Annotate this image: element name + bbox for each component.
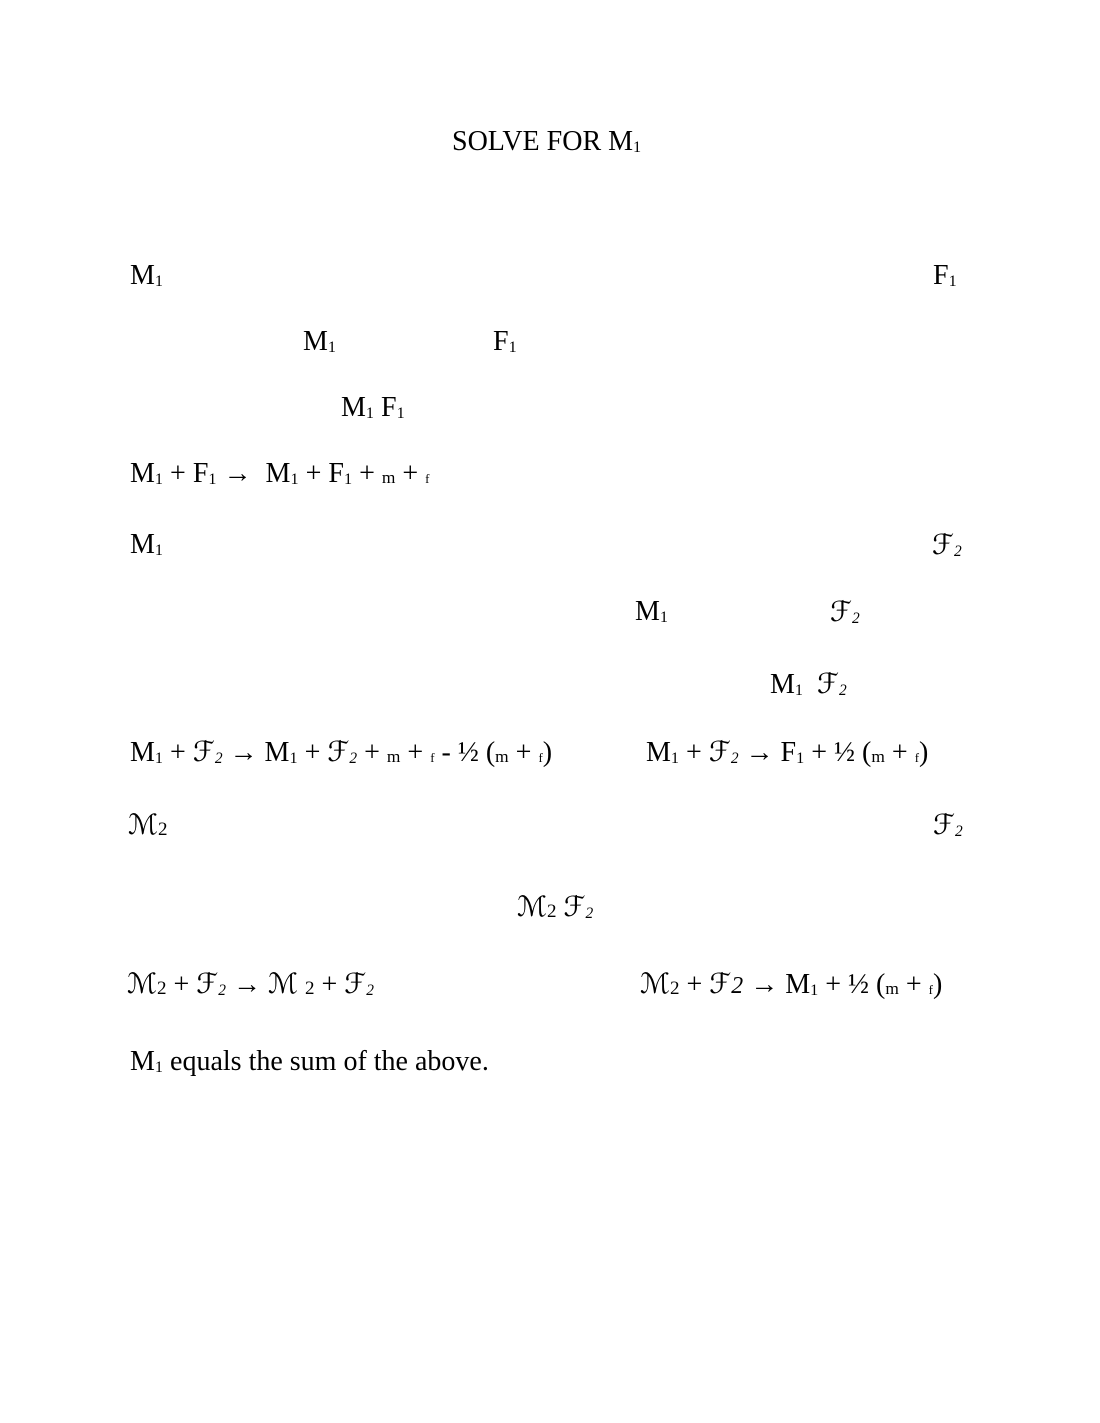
row8-equation-right: M1 + ℱ2 → F1 + ½ (m + f) bbox=[646, 735, 929, 768]
row6-f2-label: ℱ2 bbox=[830, 595, 860, 628]
row10-m2f2-label: ℳ2 ℱ2 bbox=[517, 890, 594, 923]
row11-equation-right: ℳ2 + ℱ2 → M1 + ½ (m + f) bbox=[640, 967, 943, 1000]
row1-f1-label: F1 bbox=[933, 260, 957, 291]
row5-m1-label: M1 bbox=[130, 529, 164, 560]
row9-m2-label: ℳ2 bbox=[128, 808, 168, 841]
conclusion-line: M1 equals the sum of the above. bbox=[130, 1046, 489, 1077]
row11-equation-left: ℳ2 + ℱ2 → ℳ 2 + ℱ2 bbox=[127, 967, 374, 1000]
row8-equation-left: M1 + ℱ2 → M1 + ℱ2 + m + f - ½ (m + f) bbox=[130, 735, 553, 768]
doc-title: SOLVE FOR M1 bbox=[452, 126, 642, 157]
row2-m1-label: M1 bbox=[303, 326, 337, 357]
row6-m1-label: M1 bbox=[635, 596, 669, 627]
row7-m1f2-label: M1 ℱ2 bbox=[770, 667, 847, 700]
row4-equation-m1f1: M1 + F1 → M1 + F1 + m + f bbox=[130, 458, 430, 489]
row5-f2-label: ℱ2 bbox=[932, 528, 962, 561]
row2-f1-label: F1 bbox=[493, 326, 517, 357]
row1-m1-label: M1 bbox=[130, 260, 164, 291]
row9-f2-label: ℱ2 bbox=[933, 808, 963, 841]
row3-m1f1-label: M1 F1 bbox=[341, 392, 405, 423]
